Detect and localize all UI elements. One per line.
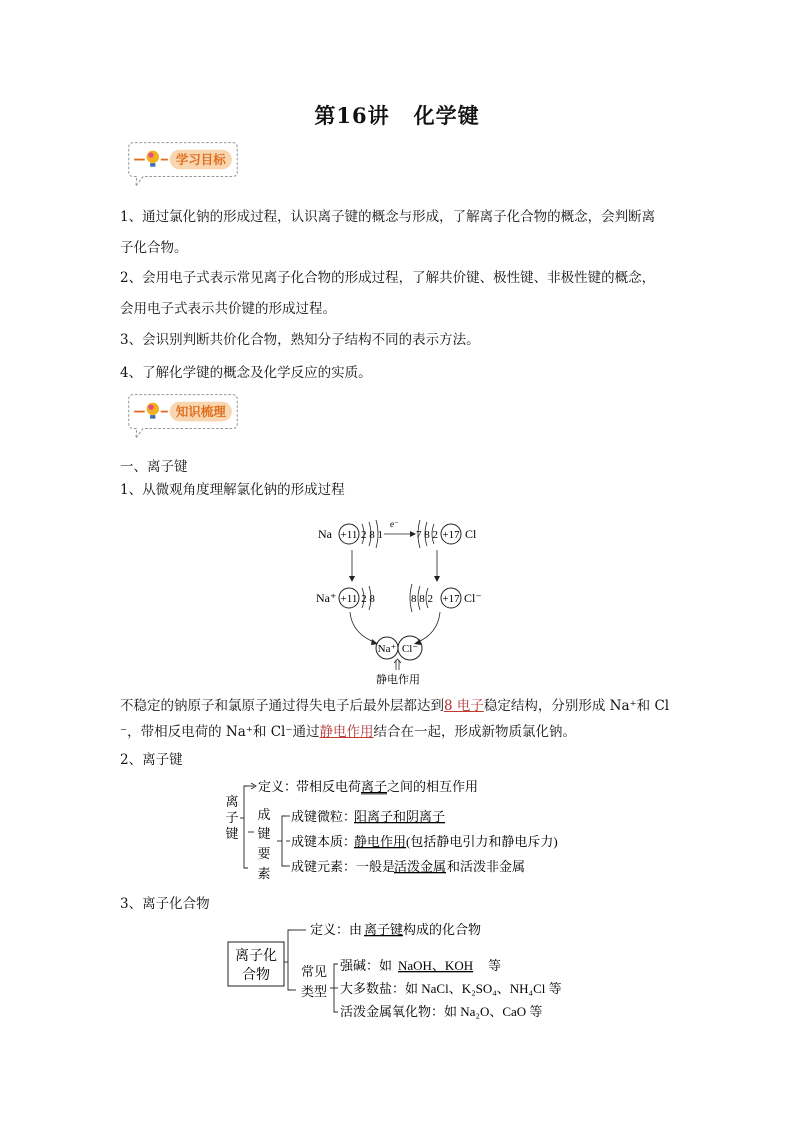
page-title: [0, 100, 794, 130]
subsection-1-heading: 1、从微观角度理解氯化钠的形成过程: [120, 482, 345, 498]
svg-text:离子化: 离子化: [235, 949, 277, 964]
svg-text:素: 素: [257, 866, 271, 881]
strong-base-label: 强碱：如: [340, 958, 393, 973]
objectives-badge-label: 学习目标: [175, 153, 226, 167]
definition-label: 定义：: [258, 779, 298, 794]
nacl-formation-diagram: [310, 508, 490, 692]
formation-paragraph-line-2: ⁻，带相反电荷的 Na⁺和 Cl⁻通过静电作用结合在一起，形成新物质氯化钠。: [120, 724, 576, 740]
bonding-elements-post: 和活泼非金属: [447, 859, 526, 874]
pair-na-ion: Na⁺: [377, 643, 397, 655]
na-nucleus-charge: +11: [340, 529, 358, 541]
cl-ion-symbol: Cl⁻: [464, 591, 482, 605]
lecture-number: 第16讲: [314, 103, 390, 128]
svg-text:常见: 常见: [300, 964, 328, 979]
na-ion-symbol: Na⁺: [316, 591, 337, 605]
objective-line-6: 4、了解化学键的概念及化学反应的实质。: [120, 365, 372, 381]
particles-label: 成键微粒：: [291, 809, 357, 824]
knowledge-badge-label: 知识梳理: [175, 405, 226, 419]
na-ion-nucleus-charge: +11: [340, 593, 358, 605]
objectives-badge: [120, 140, 246, 192]
definition-value: 带相反电荷离子之间的相互作用: [296, 779, 479, 794]
nature-value: 静电作用: [354, 834, 407, 849]
objective-line-2: 子化合物。: [120, 240, 188, 256]
compound-definition-post: 构成的化合物: [403, 922, 482, 937]
subsection-3-heading: 3、离子化合物: [120, 896, 210, 912]
strong-base-post: 等: [488, 958, 502, 973]
particles-value: 阳离子和阴离子: [354, 809, 446, 824]
root-char-3: 键: [225, 826, 239, 841]
bonding-elements-label: 成键元素：一般是: [291, 859, 396, 874]
compound-definition-label: 定义：由: [310, 922, 363, 937]
cl-symbol: Cl: [465, 527, 477, 541]
objective-line-4: 会用电子式表示共价键的形成过程。: [120, 301, 336, 317]
na-ion-shell-electrons: 2 8: [361, 593, 375, 605]
svg-text:类型: 类型: [300, 984, 328, 999]
fill-blank-electrostatic: 静电作用: [319, 724, 374, 740]
root-char-2: 子: [225, 810, 239, 825]
salts-line: 大多数盐：如 NaCl、K₂SO₄、NH₄Cl 等: [340, 981, 562, 996]
svg-text:要: 要: [257, 846, 271, 861]
electrostatic-label: 静电作用: [376, 674, 420, 686]
subsection-2-heading: 2、离子键: [120, 752, 183, 768]
cl-ion-shell-electrons: 8 8 2: [411, 593, 433, 605]
section-heading: 一、离子键: [120, 459, 188, 475]
svg-text:合物: 合物: [242, 968, 270, 983]
cl-nucleus-charge: +17: [442, 529, 460, 541]
metal-oxides-line: 活泼金属氧化物：如 Na₂O、CaO 等: [340, 1004, 543, 1019]
bonding-elements-metal: 活泼金属: [394, 859, 447, 874]
na-shell-electrons: 2 8 1: [361, 529, 383, 541]
lecture-topic: 化学键: [413, 103, 480, 128]
strong-base-examples: NaOH、KOH: [398, 958, 474, 973]
compound-definition-term: 离子键: [364, 922, 404, 937]
cl-ion-nucleus-charge: +17: [442, 593, 460, 605]
objective-line-1: 1、通过氯化钠的形成过程，认识离子键的概念与形成，了解离子化合物的概念，会判断离: [120, 209, 656, 225]
cl-shell-electrons: 7 8 2: [416, 529, 438, 541]
knowledge-badge: [120, 392, 246, 444]
nature-label: 成键本质：: [291, 834, 357, 849]
na-symbol: Na: [318, 527, 332, 541]
nature-note: (包括静电引力和静电斥力): [406, 834, 558, 849]
pair-cl-ion: Cl⁻: [401, 643, 419, 655]
ionic-bond-concept-map: [222, 772, 582, 892]
fill-blank-octet: 8 电子: [444, 698, 484, 714]
ionic-compound-concept-map: [226, 916, 586, 1030]
svg-text:成: 成: [257, 807, 271, 822]
svg-text:键: 键: [257, 826, 271, 841]
formation-paragraph-line-1: 不稳定的钠原子和氯原子通过得失电子后最外层都达到8 电子稳定结构，分别形成 Na⁺和 Cl: [120, 698, 670, 714]
objective-line-5: 3、会识别判断共价化合物，熟知分子结构不同的表示方法。: [120, 332, 480, 348]
electron-label: e⁻: [390, 519, 399, 529]
root-char-1: 离: [225, 794, 239, 809]
objective-line-3: 2、会用电子式表示常见离子化合物的形成过程，了解共价键、极性键、非极性键的概念，: [120, 270, 656, 286]
